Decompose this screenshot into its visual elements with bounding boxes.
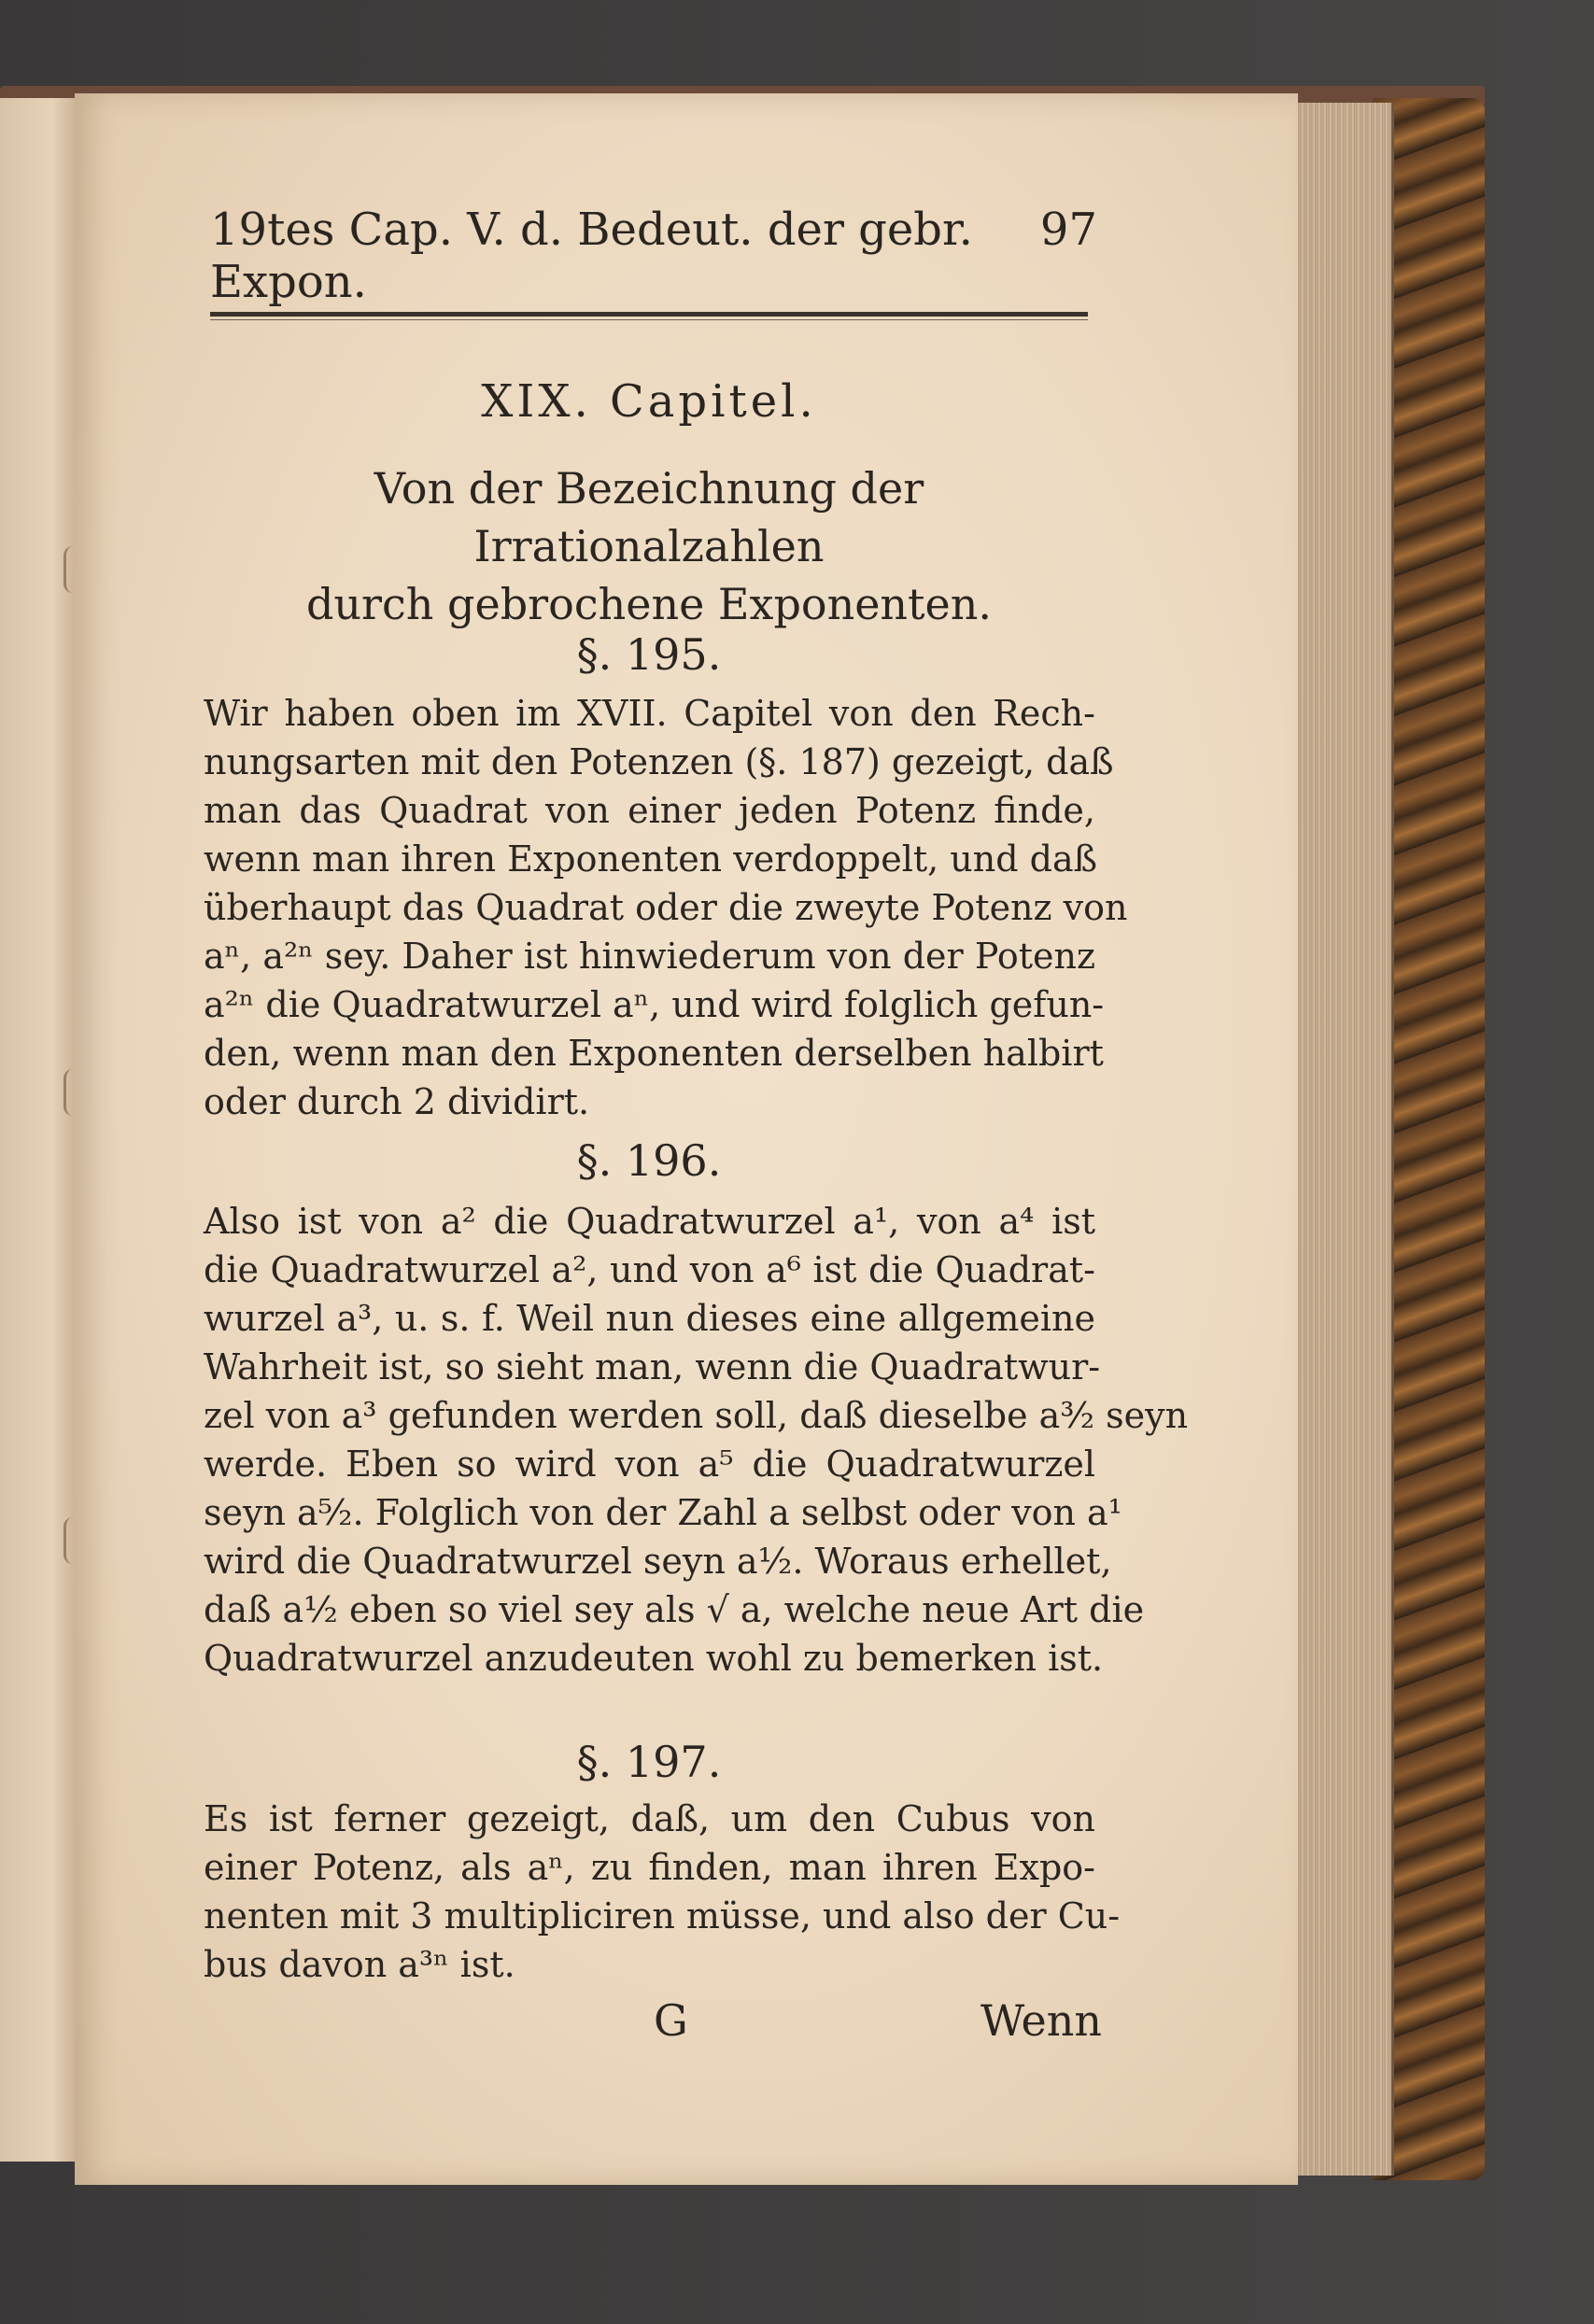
running-head: 19tes Cap. V. d. Bedeut. der gebr. Expon.: [210, 204, 973, 308]
chapter-subtitle-line: Von der Bezeichnung der Irrationalzahlen: [374, 463, 924, 571]
text-line: die Quadratwurzel a², und von a⁶ ist die Quadrat-: [204, 1249, 1095, 1290]
text-line: daß a¹⁄₂ eben so viel sey als √ a, welche neue Art die: [204, 1589, 1145, 1630]
left-page-edge: [0, 98, 77, 2162]
text-line: a²ⁿ die Quadratwurzel aⁿ, und wird folglich gefun-: [204, 984, 1105, 1025]
section-197-text: [204, 1795, 1121, 1989]
section-heading-196: §. 196.: [576, 1135, 722, 1186]
text-line: Wahrheit ist, so sieht man, wenn die Quadratwur-: [204, 1346, 1101, 1387]
section-heading-195: §. 195.: [576, 629, 722, 680]
text-line: einer Potenz, als aⁿ, zu finden, man ihren Expo-: [204, 1847, 1095, 1888]
text-line: Quadratwurzel anzudeuten wohl zu bemerken ist.: [204, 1638, 1104, 1679]
page-number: 97: [1039, 204, 1097, 256]
catchword: Wenn: [980, 1995, 1103, 2046]
text-line: wird die Quadratwurzel seyn a¹⁄₂. Woraus erhellet,: [204, 1541, 1112, 1582]
page-edges: [1293, 103, 1394, 2176]
text-line: aⁿ, a²ⁿ sey. Daher ist hinwiederum von der Potenz: [204, 936, 1095, 977]
text-line: Wir haben oben im XVII. Capitel von den Rech-: [204, 693, 1095, 734]
header-rule: [210, 312, 1088, 317]
chapter-subtitle: [210, 459, 1088, 633]
text-line: bus davon a³ⁿ ist.: [204, 1944, 515, 1985]
signature-mark: G: [654, 1995, 688, 2046]
text-line: den, wenn man den Exponenten derselben halbirt: [204, 1033, 1104, 1074]
section-195-text: [204, 689, 1128, 1126]
text-line: wurzel a³, u. s. f. Weil nun dieses eine allgemeine: [204, 1298, 1095, 1339]
running-header: [210, 204, 1097, 308]
text-line: werde. Eben so wird von a⁵ die Quadratwurzel: [204, 1444, 1095, 1485]
text-line: wenn man ihren Exponenten verdoppelt, und daß: [204, 838, 1097, 880]
text-line: Also ist von a² die Quadratwurzel a¹, von a⁴ ist: [204, 1201, 1095, 1242]
text-line: oder durch 2 dividirt.: [204, 1081, 590, 1122]
text-line: seyn a⁵⁄₂. Folglich von der Zahl a selbst oder von a¹: [204, 1492, 1122, 1533]
section-196-text: [204, 1197, 1189, 1683]
text-line: überhaupt das Quadrat oder die zweyte Potenz von: [204, 887, 1128, 928]
text-line: man das Quadrat von einer jeden Potenz finde,: [204, 790, 1095, 831]
section-heading-197: §. 197.: [576, 1737, 722, 1787]
text-line: nungsarten mit den Potenzen (§. 187) gezeigt, daß: [204, 741, 1114, 782]
text-line: nenten mit 3 multipliciren müsse, und also der Cu-: [204, 1895, 1121, 1937]
text-line: Es ist ferner gezeigt, daß, um den Cubus von: [204, 1798, 1095, 1839]
text-line: zel von a³ gefunden werden soll, daß dieselbe a³⁄₂ seyn: [204, 1395, 1189, 1436]
chapter-subtitle-line: durch gebrochene Exponenten.: [305, 579, 993, 629]
header-rule-thin: [210, 319, 1088, 320]
chapter-title: XIX. Capitel.: [481, 375, 817, 428]
